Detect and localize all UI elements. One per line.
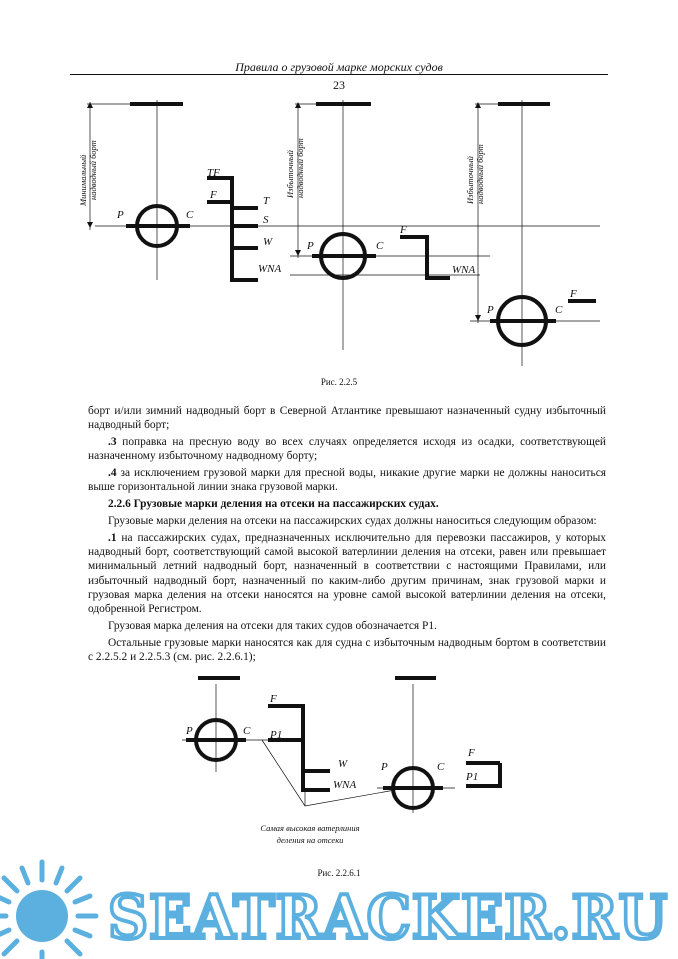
mark-TF: TF	[207, 167, 220, 179]
vlabel-1b: надводный борт	[88, 140, 98, 200]
figure-1-caption: Рис. 2.2.5	[320, 377, 358, 387]
seatracker-watermark	[0, 850, 678, 959]
paragraph-4: Грузовые марки деления на отсеки на пассажирских судах должны наноситься следующим образом:	[108, 515, 597, 528]
mark-F-2: F	[400, 224, 407, 236]
mark-T: T	[263, 195, 270, 207]
watermark-text: SEATRACKER.RU	[108, 883, 668, 953]
section-heading-text: 2.2.6 Грузовые марки деления на отсеки на пассажирских судах.	[108, 498, 439, 511]
item-3-number: .3	[108, 436, 117, 449]
header-rule	[70, 74, 608, 75]
mark-C-2: C	[376, 240, 384, 252]
mark-C-1: C	[186, 209, 194, 221]
mark-WNA-2: WNA	[452, 264, 476, 276]
fig2-mark-F-1: F	[270, 693, 277, 705]
vlabel-3a: Избыточный	[465, 156, 475, 204]
paragraph-7: Остальные грузовые марки наносятся как для судна с избыточным надводным бортом в соответствии с 2.2.5.2 и 2.2.5.3 (см. рис. 2.2.6.1);	[88, 636, 606, 664]
paragraph-2	[88, 435, 606, 464]
vlabel-2b: надводный борт	[295, 138, 305, 198]
fig2-mark-C-1: C	[243, 725, 251, 737]
vlabel-2a: Избыточный	[285, 150, 295, 198]
mark-P-3: P	[487, 304, 494, 316]
fig2-mark-P1-1: P1	[270, 729, 283, 741]
body-text	[88, 404, 606, 667]
item-4-number: .4	[108, 467, 117, 480]
mark-W: W	[263, 236, 273, 248]
section-heading	[88, 497, 606, 511]
fig2-mark-P-1: P	[186, 725, 193, 737]
item-3-text: поправка на пресную воду во всех случаях определяется исходя из осадки, соответствующей назначенному избыточному надводному борту;	[88, 436, 606, 463]
figure-2-2-5	[0, 90, 678, 370]
mark-P-2: P	[307, 240, 314, 252]
fig2-annotation-line2: деления на отсеки	[276, 835, 344, 845]
paragraph-1: борт и/или зимний надводный борт в Северной Атлантике превышают назначенный судну избыточный надводный борт;	[88, 405, 606, 432]
fig2-mark-F-2: F	[468, 747, 475, 759]
paragraph-3	[88, 466, 606, 495]
paragraph-5	[88, 531, 606, 617]
item-4-text: за исключением грузовой марки для пресной воды, никакие другие марки не должны наноситься выше горизонтальной линии знака грузовой марки.	[88, 467, 606, 494]
running-header: Правила о грузовой марке морских судов	[235, 60, 443, 74]
item-1-text: на пассажирских судах, предназначенных исключительно для перевозки пассажиров, у которых надводный борт, соответствующий самой высокой ватерлинии деления на отсеки, равен или превышает минимальный летний надводный борт, назначенный в соответствии с настоящими Правилами, или избыточный надводный борт, назначенный по каким-либо другим причинам, знак грузовой марки и грузовая марка деления на отсеки наносятся на уровне самой высокой ватерлинии деления на отсеки, одобренной Регистром.	[88, 531, 606, 616]
mark-F-3: F	[570, 288, 577, 300]
paragraph-6: Грузовая марка деления на отсеки для таких судов обозначается P1.	[108, 620, 437, 633]
figure-2-caption: Рис. 2.2.6.1	[317, 868, 361, 878]
vlabel-3b: надводный борт	[475, 144, 485, 204]
figure-2-2-6-1	[0, 668, 678, 858]
page-number: 23	[333, 78, 345, 92]
mark-WNA-1: WNA	[258, 263, 282, 275]
fig2-mark-W: W	[338, 758, 348, 770]
sun-icon	[0, 862, 96, 958]
mark-S: S	[263, 214, 269, 226]
vlabel-1a: Минимальный	[78, 154, 88, 206]
fig2-mark-P-2: P	[381, 761, 388, 773]
mark-F-1: F	[210, 189, 217, 201]
fig2-mark-P1-2: P1	[466, 771, 479, 783]
fig2-mark-C-2: C	[437, 761, 445, 773]
fig2-mark-WNA: WNA	[333, 779, 357, 791]
mark-C-3: C	[555, 304, 563, 316]
fig2-annotation-line1: Самая высокая ватерлиния	[260, 823, 360, 833]
item-1-number: .1	[108, 531, 117, 544]
mark-P-1: P	[117, 209, 124, 221]
